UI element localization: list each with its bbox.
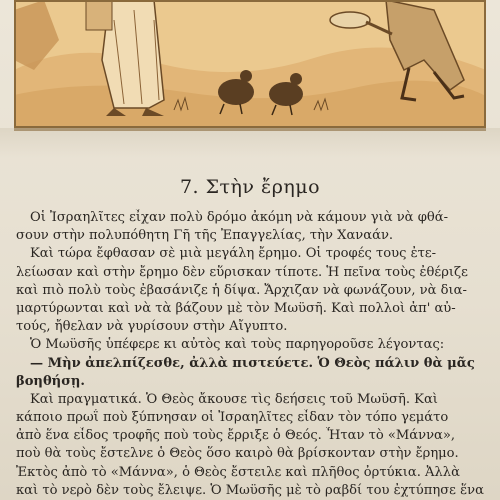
page-shadow bbox=[0, 128, 500, 158]
text-line: κάποιο πρωΐ ποὺ ξύπνησαν οἱ Ἰσραηλῖτες εἶδαν τὸν τόπο γεμάτο bbox=[16, 410, 449, 426]
text-line: Ἐκτὸς ἀπὸ τὸ «Μάννα», ὁ Θεὸς ἔστειλε καὶ πλῆθος ὀρτύκια. Ἀλλὰ bbox=[16, 464, 460, 480]
illustration bbox=[14, 0, 486, 131]
text-line: Ὁ Μωϋσῆς ὑπέφερε κι αὐτὸς καὶ τοὺς παρηγοροῦσε λέγοντας: bbox=[30, 337, 445, 353]
text-line: καὶ τὸ νερὸ δὲν τοὺς ἔλειψε. Ὁ Μωϋσῆς μὲ τὸ ραβδί του ἐχτύπησε ἕνα bbox=[16, 482, 484, 498]
text-line: καὶ πιὸ πολὺ τοὺς ἐβασάνιζε ἡ δίψα. Ἄρχιζαν νὰ φωνάζουν, νὰ δια- bbox=[16, 282, 467, 298]
text-line: — Μὴν ἀπελπίζεσθε, ἀλλὰ πιστεύετε. Ὁ Θεὸς πάλιν θὰ μᾶς bbox=[30, 355, 475, 371]
chapter-title: 7. Στὴν ἔρημο bbox=[179, 176, 321, 198]
text-line: Οἱ Ἰσραηλῖτες εἶχαν πολὺ δρόμο ἀκόμη νὰ κάμουν γιὰ νὰ φθά- bbox=[30, 210, 449, 225]
text-line: Καὶ τώρα ἔφθασαν σὲ μιὰ μεγάλη ἔρημο. Οἱ τροφές τους ἐτε- bbox=[30, 246, 437, 262]
text-line: ἀπὸ ἕνα εἶδος τροφῆς ποὺ τοὺς ἔρριξε ὁ Θεός. Ἦταν τὸ «Μάννα», bbox=[16, 428, 456, 444]
text-line: ποὺ θὰ τοὺς ἔστελνε ὁ Θεὸς ὅσο καιρὸ θὰ βρίσκονταν στὴν ἔρημο. bbox=[16, 446, 459, 462]
body-text bbox=[16, 209, 496, 500]
text-line: σουν στὴν πολυπόθητη Γῆ τῆς Ἐπαγγελίας, τὴν Χαναάν. bbox=[16, 228, 394, 244]
illustration-drawing bbox=[14, 0, 486, 128]
text-line: Καὶ πραγματικά. Ὁ Θεὸς ἄκουσε τὶς δεήσεις τοῦ Μωϋσῆ. Καὶ bbox=[30, 391, 438, 407]
text-line: λείωσαν καὶ στὴν ἔρημο δὲν εὕρισκαν τίποτε. Ἡ πεῖνα τοὺς ἐθέριζε bbox=[16, 264, 468, 280]
text-line: τούς, ἤθελαν νὰ γυρίσουν στὴν Αἴγυπτο. bbox=[16, 319, 288, 335]
text-line: μαρτύρωνται καὶ νὰ τὰ βάζουν μὲ τὸν Μωϋσῆ. Καὶ πολλοὶ ἀπ' αὐ- bbox=[16, 300, 456, 316]
text-line: βοηθήσῃ. bbox=[16, 373, 85, 389]
